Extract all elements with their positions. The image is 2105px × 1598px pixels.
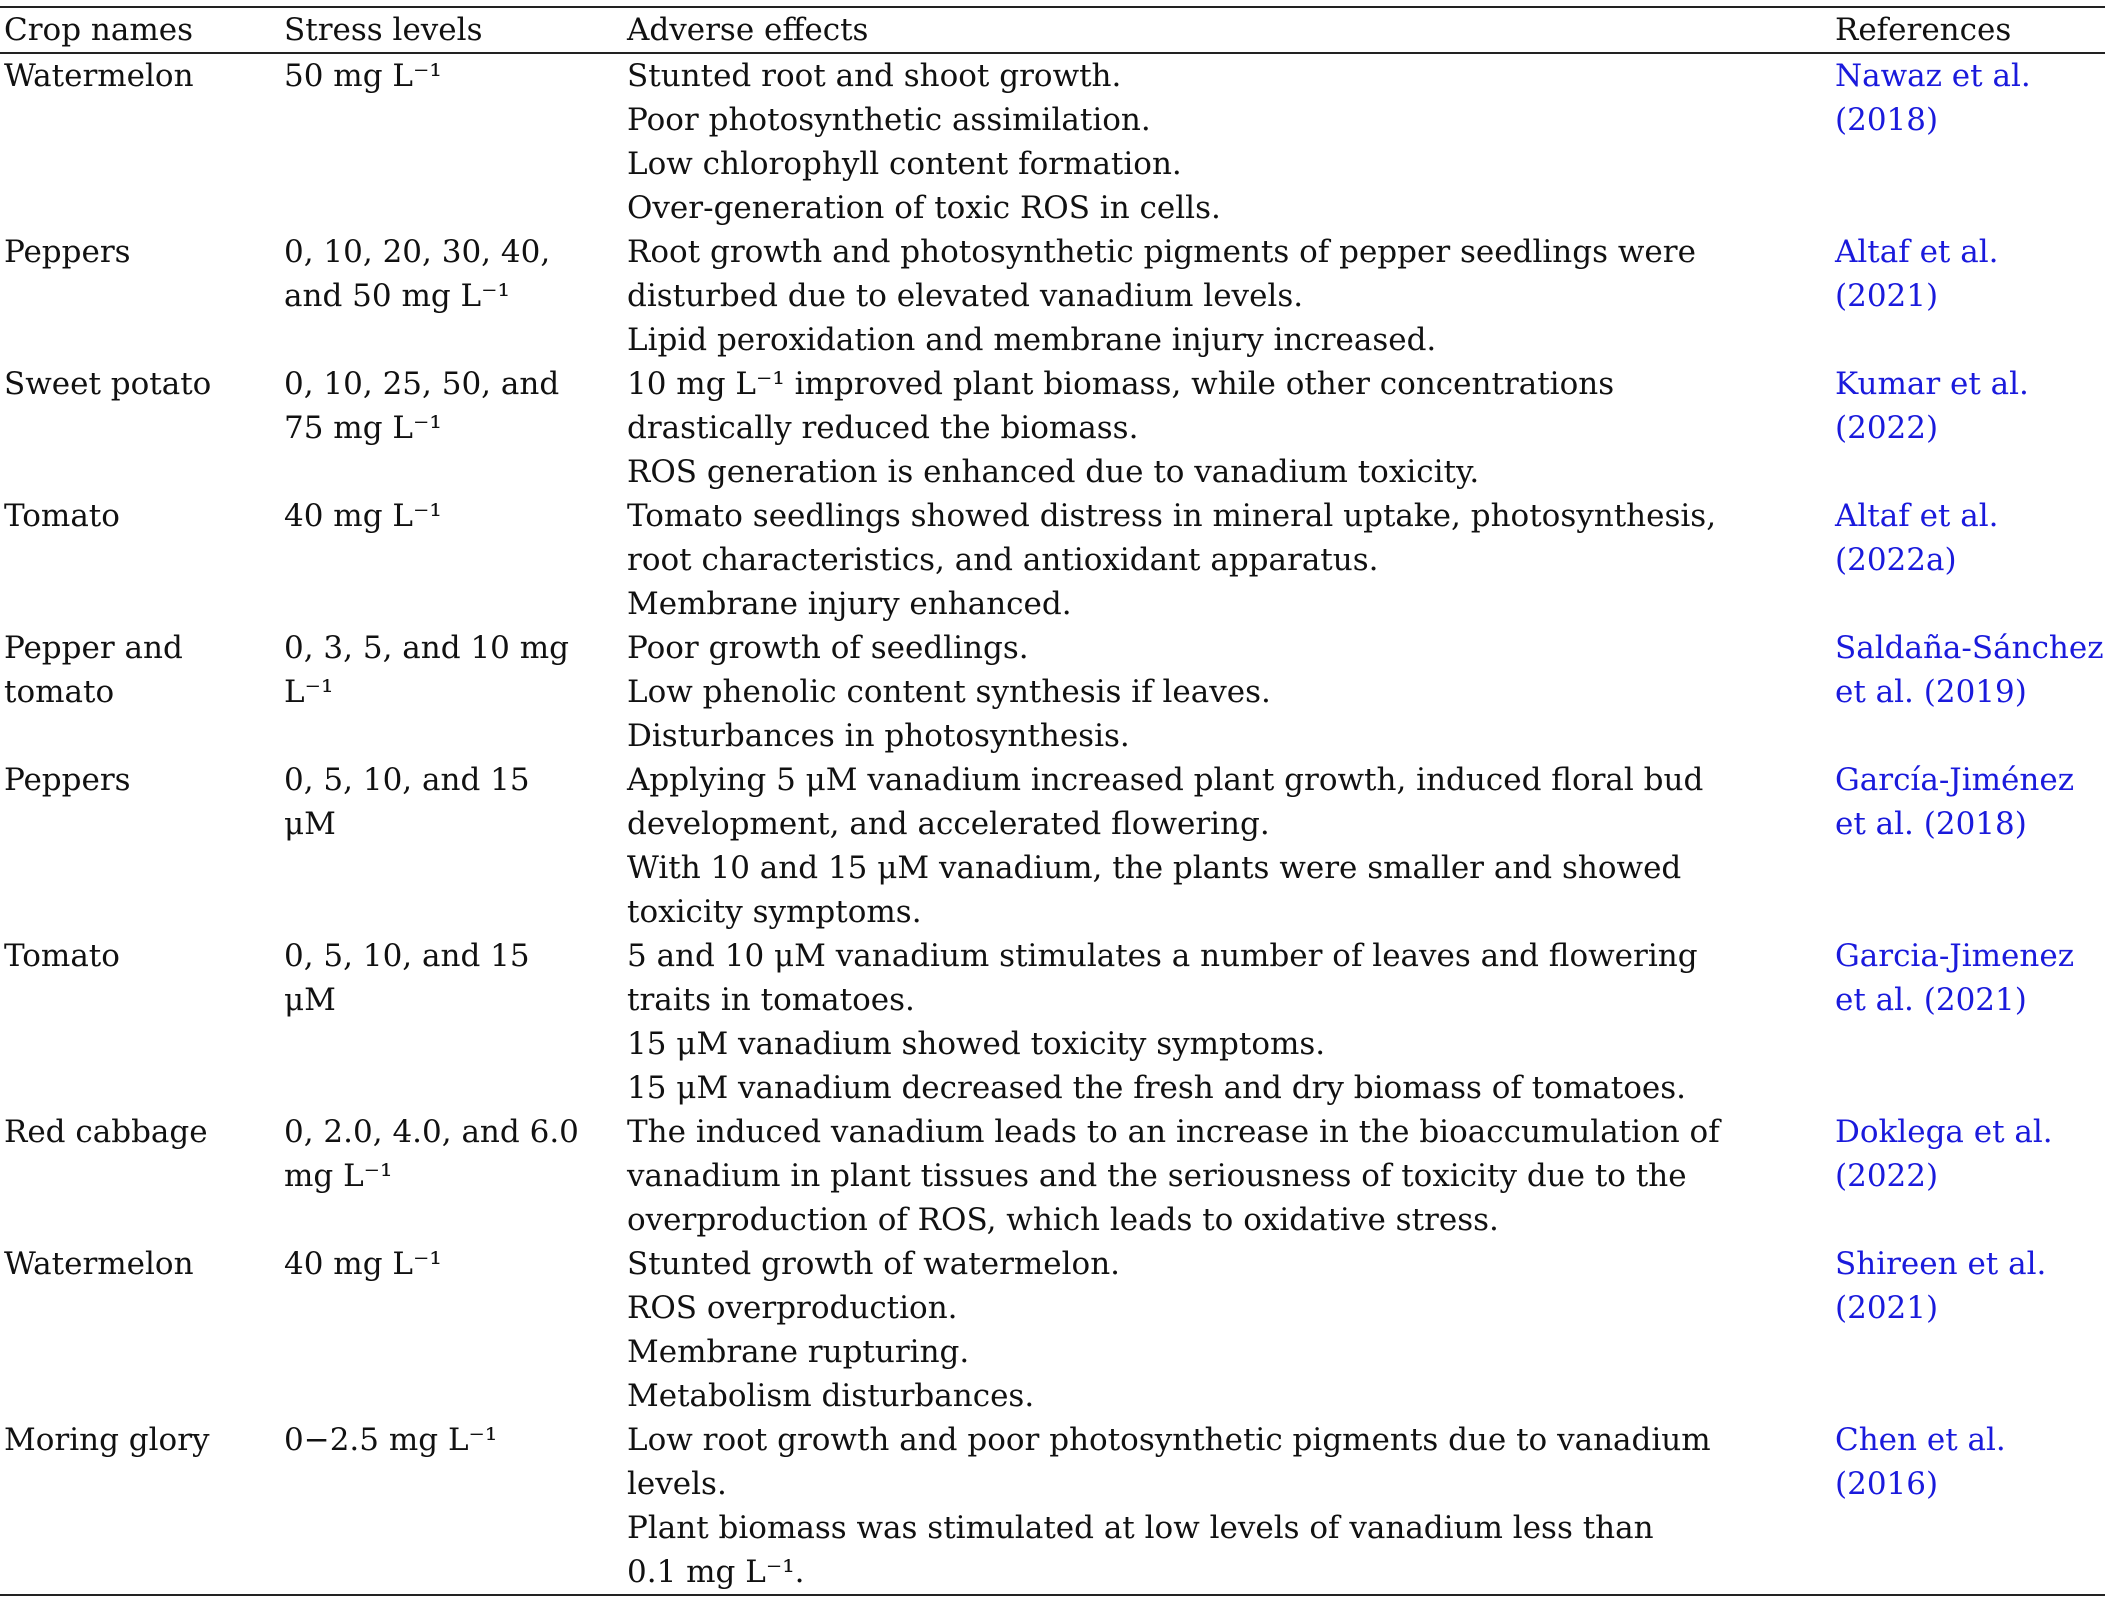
cell-crop-name — [0, 494, 280, 626]
cell-text-line: 0, 5, 10, and 15 — [284, 938, 530, 974]
reference-link-line[interactable]: García-Jiménez — [1835, 762, 2075, 798]
cell-text-line: Low phenolic content synthesis if leaves. — [627, 674, 1271, 710]
cell-text-line: 0−2.5 mg L⁻¹ — [284, 1422, 498, 1458]
reference-link-line[interactable]: Altaf et al. — [1835, 234, 1999, 270]
cell-text-line: overproduction of ROS, which leads to oxidative stress. — [627, 1202, 1499, 1238]
cell-adverse-effects — [623, 626, 1831, 758]
table-row — [0, 1110, 2105, 1242]
cell-text-line: Peppers — [4, 234, 131, 270]
cell-crop-name — [0, 1242, 280, 1418]
reference-link-line[interactable]: Garcia-Jimenez — [1835, 938, 2075, 974]
cell-stress-level — [280, 934, 623, 1110]
cell-text-line: 10 mg L⁻¹ improved plant biomass, while other concentrations — [627, 366, 1615, 402]
header-references: References — [1831, 7, 2105, 53]
cell-text-line: L⁻¹ — [284, 674, 334, 710]
cell-text-line: Sweet potato — [4, 366, 212, 402]
reference-link-line[interactable]: (2022) — [1835, 1158, 1939, 1194]
cell-text-line: 0, 2.0, 4.0, and 6.0 — [284, 1114, 579, 1150]
cell-text-line: Metabolism disturbances. — [627, 1378, 1035, 1414]
cell-stress-level — [280, 230, 623, 362]
cell-reference[interactable] — [1831, 758, 2105, 934]
table-row — [0, 53, 2105, 230]
cell-adverse-effects — [623, 934, 1831, 1110]
cell-text-line: 0.1 mg L⁻¹. — [627, 1554, 805, 1590]
cell-text-line: traits in tomatoes. — [627, 982, 915, 1018]
reference-link-line[interactable]: (2022a) — [1835, 542, 1957, 578]
vanadium-stress-table-container — [0, 6, 2105, 1596]
cell-adverse-effects — [623, 1110, 1831, 1242]
cell-text-line: Peppers — [4, 762, 131, 798]
cell-adverse-effects — [623, 494, 1831, 626]
cell-text-line: development, and accelerated flowering. — [627, 806, 1270, 842]
cell-crop-name — [0, 1110, 280, 1242]
cell-text-line: 40 mg L⁻¹ — [284, 1246, 442, 1282]
cell-text-line: Membrane rupturing. — [627, 1334, 970, 1370]
cell-reference[interactable] — [1831, 362, 2105, 494]
reference-link-line[interactable]: (2018) — [1835, 102, 1939, 138]
cell-text-line: Plant biomass was stimulated at low levels of vanadium less than — [627, 1510, 1654, 1546]
cell-stress-level — [280, 362, 623, 494]
cell-stress-level — [280, 1418, 623, 1595]
cell-text-line: Over-generation of toxic ROS in cells. — [627, 190, 1221, 226]
cell-text-line: Stunted root and shoot growth. — [627, 58, 1122, 94]
cell-text-line: Watermelon — [4, 58, 194, 94]
cell-crop-name — [0, 362, 280, 494]
cell-text-line: Watermelon — [4, 1246, 194, 1282]
cell-text-line: 0, 3, 5, and 10 mg — [284, 630, 569, 666]
table-row — [0, 1242, 2105, 1418]
cell-adverse-effects — [623, 1242, 1831, 1418]
reference-link-line[interactable]: Shireen et al. — [1835, 1246, 2047, 1282]
cell-text-line: 40 mg L⁻¹ — [284, 498, 442, 534]
cell-text-line: Low chlorophyll content formation. — [627, 146, 1182, 182]
cell-reference[interactable] — [1831, 494, 2105, 626]
cell-text-line: 50 mg L⁻¹ — [284, 58, 442, 94]
reference-link-line[interactable]: Saldaña-Sánchez — [1835, 630, 2104, 666]
cell-adverse-effects — [623, 1418, 1831, 1595]
vanadium-stress-table — [0, 6, 2105, 1596]
cell-reference[interactable] — [1831, 230, 2105, 362]
cell-text-line: 0, 10, 25, 50, and — [284, 366, 560, 402]
cell-text-line: Applying 5 μM vanadium increased plant growth, induced floral bud — [627, 762, 1704, 798]
cell-text-line: 5 and 10 μM vanadium stimulates a number of leaves and flowering — [627, 938, 1698, 974]
cell-stress-level — [280, 1242, 623, 1418]
cell-text-line: Red cabbage — [4, 1114, 208, 1150]
cell-text-line: ROS overproduction. — [627, 1290, 958, 1326]
cell-text-line: Membrane injury enhanced. — [627, 586, 1072, 622]
reference-link-line[interactable]: et al. (2021) — [1835, 982, 2027, 1018]
cell-reference[interactable] — [1831, 934, 2105, 1110]
cell-reference[interactable] — [1831, 1110, 2105, 1242]
cell-text-line: Low root growth and poor photosynthetic pigments due to vanadium — [627, 1422, 1711, 1458]
cell-text-line: Tomato seedlings showed distress in mineral uptake, photosynthesis, — [627, 498, 1717, 534]
cell-text-line: The induced vanadium leads to an increase in the bioaccumulation of — [627, 1114, 1720, 1150]
reference-link-line[interactable]: (2022) — [1835, 410, 1939, 446]
cell-stress-level — [280, 53, 623, 230]
reference-link-line[interactable]: Chen et al. — [1835, 1422, 2006, 1458]
reference-link-line[interactable]: Kumar et al. — [1835, 366, 2029, 402]
reference-link-line[interactable]: (2016) — [1835, 1466, 1939, 1502]
cell-stress-level — [280, 494, 623, 626]
table-row — [0, 230, 2105, 362]
cell-text-line: Tomato — [4, 938, 120, 974]
cell-text-line: Moring glory — [4, 1422, 210, 1458]
cell-crop-name — [0, 626, 280, 758]
cell-text-line: 15 μM vanadium decreased the fresh and dry biomass of tomatoes. — [627, 1070, 1686, 1106]
cell-text-line: Tomato — [4, 498, 120, 534]
cell-adverse-effects — [623, 362, 1831, 494]
header-stress-levels: Stress levels — [280, 7, 623, 53]
table-header — [0, 7, 2105, 53]
cell-text-line: Lipid peroxidation and membrane injury increased. — [627, 322, 1437, 358]
cell-text-line: 75 mg L⁻¹ — [284, 410, 442, 446]
cell-reference[interactable] — [1831, 53, 2105, 230]
cell-text-line: tomato — [4, 674, 115, 710]
cell-text-line: toxicity symptoms. — [627, 894, 922, 930]
cell-text-line: mg L⁻¹ — [284, 1158, 393, 1194]
table-row — [0, 494, 2105, 626]
cell-reference[interactable] — [1831, 626, 2105, 758]
cell-crop-name — [0, 1418, 280, 1595]
cell-crop-name — [0, 758, 280, 934]
header-adverse-effects: Adverse effects — [623, 7, 1831, 53]
table-row — [0, 934, 2105, 1110]
table-row — [0, 362, 2105, 494]
cell-stress-level — [280, 1110, 623, 1242]
cell-crop-name — [0, 934, 280, 1110]
table-row — [0, 626, 2105, 758]
cell-text-line: ROS generation is enhanced due to vanadium toxicity. — [627, 454, 1480, 490]
cell-stress-level — [280, 626, 623, 758]
cell-text-line: Pepper and — [4, 630, 183, 666]
cell-adverse-effects — [623, 230, 1831, 362]
reference-link-line[interactable]: (2021) — [1835, 1290, 1939, 1326]
reference-link-line[interactable]: (2021) — [1835, 278, 1939, 314]
cell-text-line: vanadium in plant tissues and the seriousness of toxicity due to the — [627, 1158, 1687, 1194]
cell-text-line: 0, 10, 20, 30, 40, — [284, 234, 551, 270]
cell-text-line: Root growth and photosynthetic pigments of pepper seedlings were — [627, 234, 1696, 270]
table-row — [0, 758, 2105, 934]
cell-text-line: Poor photosynthetic assimilation. — [627, 102, 1151, 138]
cell-text-line: Disturbances in photosynthesis. — [627, 718, 1130, 754]
reference-link-line[interactable]: Nawaz et al. — [1835, 58, 2031, 94]
cell-crop-name — [0, 53, 280, 230]
reference-link-line[interactable]: Doklega et al. — [1835, 1114, 2053, 1150]
cell-text-line: μM — [284, 806, 336, 842]
cell-text-line: drastically reduced the biomass. — [627, 410, 1139, 446]
cell-text-line: 0, 5, 10, and 15 — [284, 762, 530, 798]
reference-link-line[interactable]: Altaf et al. — [1835, 498, 1999, 534]
cell-adverse-effects — [623, 53, 1831, 230]
reference-link-line[interactable]: et al. (2019) — [1835, 674, 2027, 710]
reference-link-line[interactable]: et al. (2018) — [1835, 806, 2027, 842]
cell-reference[interactable] — [1831, 1242, 2105, 1418]
cell-text-line: levels. — [627, 1466, 727, 1502]
cell-text-line: 15 μM vanadium showed toxicity symptoms. — [627, 1026, 1326, 1062]
cell-text-line: Stunted growth of watermelon. — [627, 1246, 1121, 1282]
cell-adverse-effects — [623, 758, 1831, 934]
cell-reference[interactable] — [1831, 1418, 2105, 1595]
cell-stress-level — [280, 758, 623, 934]
cell-text-line: Poor growth of seedlings. — [627, 630, 1029, 666]
cell-text-line: With 10 and 15 μM vanadium, the plants were smaller and showed — [627, 850, 1682, 886]
cell-text-line: root characteristics, and antioxidant apparatus. — [627, 542, 1379, 578]
header-crop-names: Crop names — [0, 7, 280, 53]
cell-text-line: and 50 mg L⁻¹ — [284, 278, 510, 314]
table-body — [0, 53, 2105, 1595]
cell-text-line: μM — [284, 982, 336, 1018]
header-row — [0, 7, 2105, 53]
table-row — [0, 1418, 2105, 1595]
cell-crop-name — [0, 230, 280, 362]
cell-text-line: disturbed due to elevated vanadium levels. — [627, 278, 1304, 314]
